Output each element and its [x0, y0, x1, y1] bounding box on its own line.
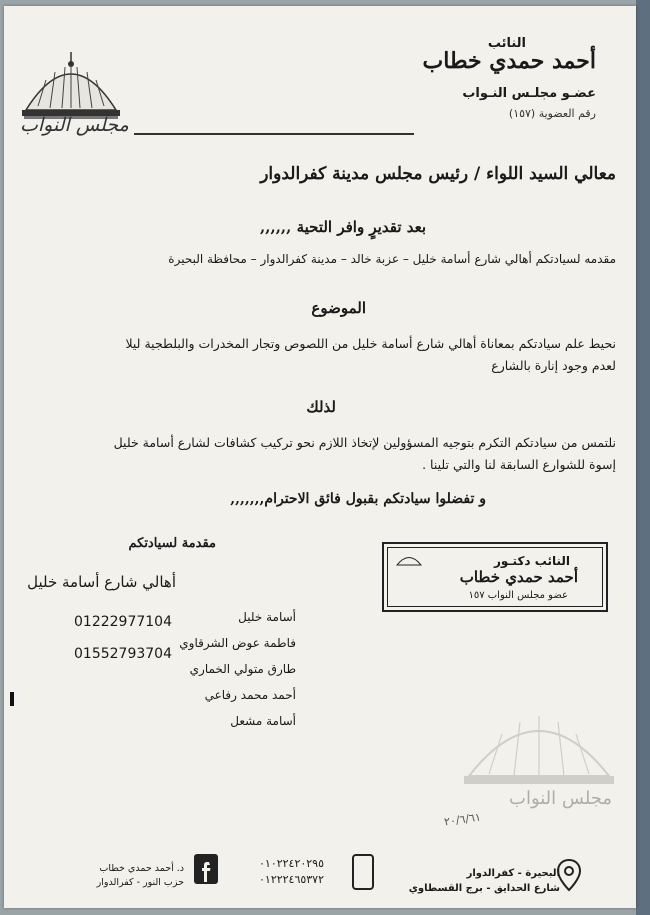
signatories-list — [179, 604, 296, 734]
intro-line: مقدمه لسيادتكم أهالي شارع أسامة خليل – عزبة خالد – مدينة كفرالدوار – محافظة البحيرة — [168, 252, 616, 266]
footer-phone: ٠١٢٢٢٤٦٥٣٧٢ — [259, 873, 324, 886]
membership-number: رقم العضوية (١٥٧) — [508, 107, 596, 120]
request-line-2: إسوة للشوارع السابقة لنا والتي تلينا . — [422, 457, 616, 472]
closing-line: و تفضلوا سيادتكم بقبول فائق الاحترام,,,,,,, — [230, 491, 486, 507]
mp-name: أحمد حمدي خطاب — [422, 48, 596, 74]
request-paragraph — [36, 432, 616, 476]
parliament-logo-text: مجلس النواب — [20, 114, 129, 136]
handwritten-date: ٢٠/٦/٦١ — [443, 810, 482, 829]
signatory-name: أحمد محمد رفاعي — [204, 688, 296, 702]
letter-page — [4, 6, 636, 908]
contact-phones — [74, 606, 172, 670]
stamp-inner-border — [387, 547, 603, 607]
stamp-line-1: النائب دكتـور — [494, 554, 570, 568]
therefore-heading: لذلك — [306, 398, 336, 416]
stamp-dome-icon — [396, 554, 422, 566]
watermark-logo-text: مجلس النواب — [509, 788, 613, 809]
footer-address — [409, 866, 560, 896]
subject-line-2: لعدم وجود إنارة بالشارع — [491, 358, 616, 373]
margin-mark — [10, 692, 14, 706]
footer-mp-party: حزب النور - كفرالدوار — [96, 877, 184, 888]
letterhead-footer — [4, 844, 636, 904]
addressee: معالي السيد اللواء / رئيس مجلس مدينة كفرالدوار — [260, 164, 616, 184]
footer-mp-info — [97, 862, 184, 890]
mp-title: النائب — [487, 36, 526, 51]
signatory-name: طارق متولي الخماري — [189, 662, 296, 676]
greeting: بعد تقديرٍ وافر التحية ,,,,,, — [260, 218, 426, 236]
signatory-name: أسامة خليل — [238, 610, 296, 624]
footer-phone: ٠١٠٢٢٤٢٠٢٩٥ — [259, 857, 324, 870]
footer-address-line-1: البحيرة - كفرالدوار — [466, 868, 560, 879]
page-edge-shadow — [636, 0, 650, 915]
signatory-name: أسامة مشعل — [230, 714, 296, 728]
subject-line-1: نحيط علم سيادتكم بمعاناة أهالي شارع أسامة خليل من اللصوص وتجار المخدرات والبلطجية ليلا — [125, 336, 616, 351]
contact-phone: 01222977104 — [74, 614, 172, 630]
mobile-phone-icon — [352, 854, 374, 890]
submitted-by-label: مقدمة لسيادتكم — [128, 536, 216, 551]
footer-address-line-2: شارع الحدايق - برج القسطاوي — [408, 883, 560, 894]
subject-heading: الموضوع — [311, 299, 366, 317]
parliament-dome-icon — [16, 48, 126, 158]
stamp-line-2: أحمد حمدي خطاب — [459, 568, 578, 586]
stamp-line-3: عضو مجلس النواب ١٥٧ — [468, 590, 568, 601]
footer-mp-name: د. أحمد حمدي خطاب — [99, 863, 184, 874]
header-divider — [134, 133, 414, 135]
facebook-icon — [194, 854, 218, 884]
request-line-1: نلتمس من سيادتكم التكرم بتوجيه المسؤولين لإتخاذ اللازم نحو تركيب كشافات لشارع أسامة خليل — [113, 435, 616, 450]
contact-phone: 01552793704 — [74, 646, 172, 662]
mp-role: عضـو مجلـس النـواب — [462, 86, 596, 101]
signatory-name: فاطمة عوض الشرقاوي — [179, 636, 296, 650]
official-stamp — [382, 542, 608, 612]
submitting-residents: أهالي شارع أسامة خليل — [27, 573, 176, 591]
subject-paragraph — [46, 333, 616, 377]
footer-phones — [259, 856, 324, 888]
